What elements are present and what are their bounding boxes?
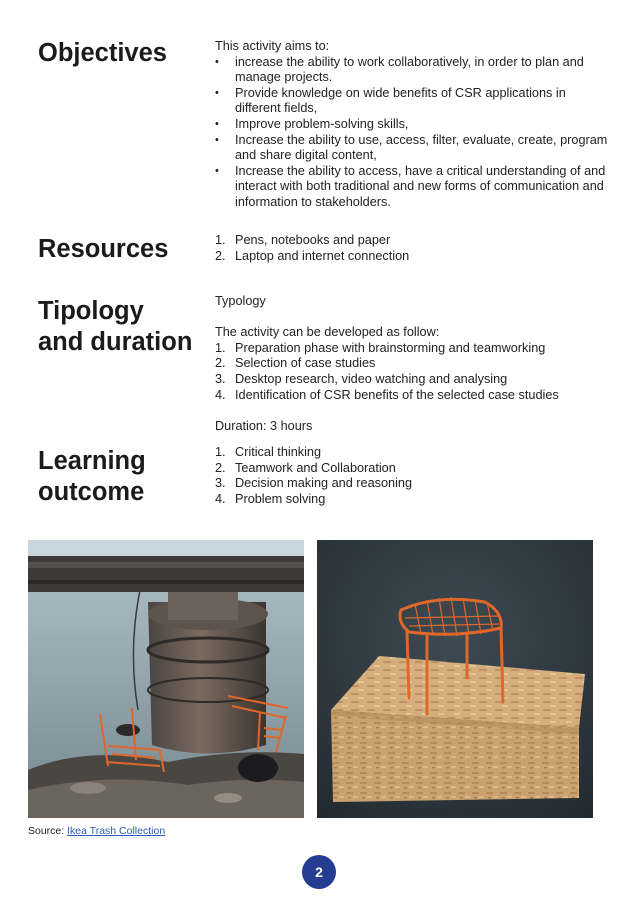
objectives-list bbox=[215, 55, 610, 211]
number-marker: 1. bbox=[215, 445, 226, 459]
river-pier-chair-photo bbox=[28, 540, 304, 818]
outcome-text: Teamwork and Collaboration bbox=[235, 460, 396, 475]
objectives-heading: Objectives bbox=[38, 39, 167, 67]
outcome-text: Problem solving bbox=[235, 491, 326, 506]
outcome-text: Decision making and reasoning bbox=[235, 476, 413, 491]
objectives-content bbox=[215, 39, 610, 211]
bullet-marker: • bbox=[215, 55, 219, 68]
bullet-marker: • bbox=[215, 117, 219, 130]
number-marker: 4. bbox=[215, 387, 226, 402]
list-item bbox=[215, 388, 610, 404]
duration-text: Duration: 3 hours bbox=[215, 418, 313, 433]
typology-content bbox=[215, 294, 610, 434]
resource-text: Pens, notebooks and paper bbox=[235, 233, 391, 247]
typology-intro: The activity can be developed as follow: bbox=[215, 325, 440, 340]
source-label: Source: bbox=[28, 825, 68, 837]
step-text: Identification of CSR benefits of the selected case studies bbox=[235, 387, 559, 402]
outcome-text: Critical thinking bbox=[235, 445, 322, 459]
resources-list bbox=[215, 233, 610, 264]
objective-text: Increase the ability to use, access, filter, evaluate, create, program and share digital content, bbox=[235, 132, 608, 163]
number-marker: 1. bbox=[215, 340, 226, 355]
typology-heading-line1: Tipology bbox=[38, 297, 144, 325]
resources-heading: Resources bbox=[38, 235, 169, 263]
list-item bbox=[215, 372, 610, 388]
bullet-marker: • bbox=[215, 164, 219, 177]
list-item bbox=[215, 164, 610, 211]
number-marker: 3. bbox=[215, 371, 226, 386]
typology-label: Typology bbox=[215, 294, 266, 308]
step-text: Preparation phase with brainstorming and teamworking bbox=[235, 340, 546, 355]
objective-text: increase the ability to work collaboratively, in order to plan and manage projects. bbox=[235, 54, 584, 85]
resources-content bbox=[215, 233, 610, 264]
list-item bbox=[215, 445, 610, 461]
list-item bbox=[215, 55, 610, 86]
orange-stool-photo bbox=[317, 540, 593, 818]
number-marker: 3. bbox=[215, 476, 226, 491]
learning-list bbox=[215, 445, 610, 507]
bullet-marker: • bbox=[215, 86, 219, 99]
number-marker: 2. bbox=[215, 248, 226, 263]
list-item bbox=[215, 461, 610, 477]
typology-heading bbox=[38, 296, 208, 358]
number-marker: 2. bbox=[215, 356, 226, 371]
typology-steps bbox=[215, 341, 610, 403]
learning-heading bbox=[38, 446, 208, 508]
list-item bbox=[215, 233, 610, 249]
resource-text: Laptop and internet connection bbox=[235, 248, 410, 263]
list-item bbox=[215, 249, 610, 265]
step-text: Selection of case studies bbox=[235, 356, 376, 371]
bullet-marker: • bbox=[215, 133, 219, 146]
image-source bbox=[28, 825, 165, 837]
typology-heading-line2: and duration bbox=[38, 328, 193, 356]
learning-heading-line2: outcome bbox=[38, 478, 145, 506]
number-marker: 1. bbox=[215, 233, 226, 247]
page-number-badge: 2 bbox=[302, 855, 336, 889]
number-marker: 4. bbox=[215, 491, 226, 506]
source-link[interactable]: Ikea Trash Collection bbox=[67, 825, 166, 837]
list-item bbox=[215, 117, 610, 133]
list-item bbox=[215, 133, 610, 164]
number-marker: 2. bbox=[215, 460, 226, 475]
list-item bbox=[215, 356, 610, 372]
learning-content bbox=[215, 445, 610, 507]
objective-text: Increase the ability to access, have a critical understanding of and interact with both traditional and new forms of communication and information to stakeholders. bbox=[235, 163, 606, 209]
list-item bbox=[215, 492, 610, 508]
list-item bbox=[215, 86, 610, 117]
objectives-intro: This activity aims to: bbox=[215, 39, 330, 53]
list-item bbox=[215, 476, 610, 492]
objective-text: Provide knowledge on wide benefits of CSR applications in different fields, bbox=[235, 85, 566, 116]
learning-heading-line1: Learning bbox=[38, 447, 146, 475]
list-item bbox=[215, 341, 610, 357]
objective-text: Improve problem-solving skills, bbox=[235, 116, 409, 131]
step-text: Desktop research, video watching and analysing bbox=[235, 371, 508, 386]
